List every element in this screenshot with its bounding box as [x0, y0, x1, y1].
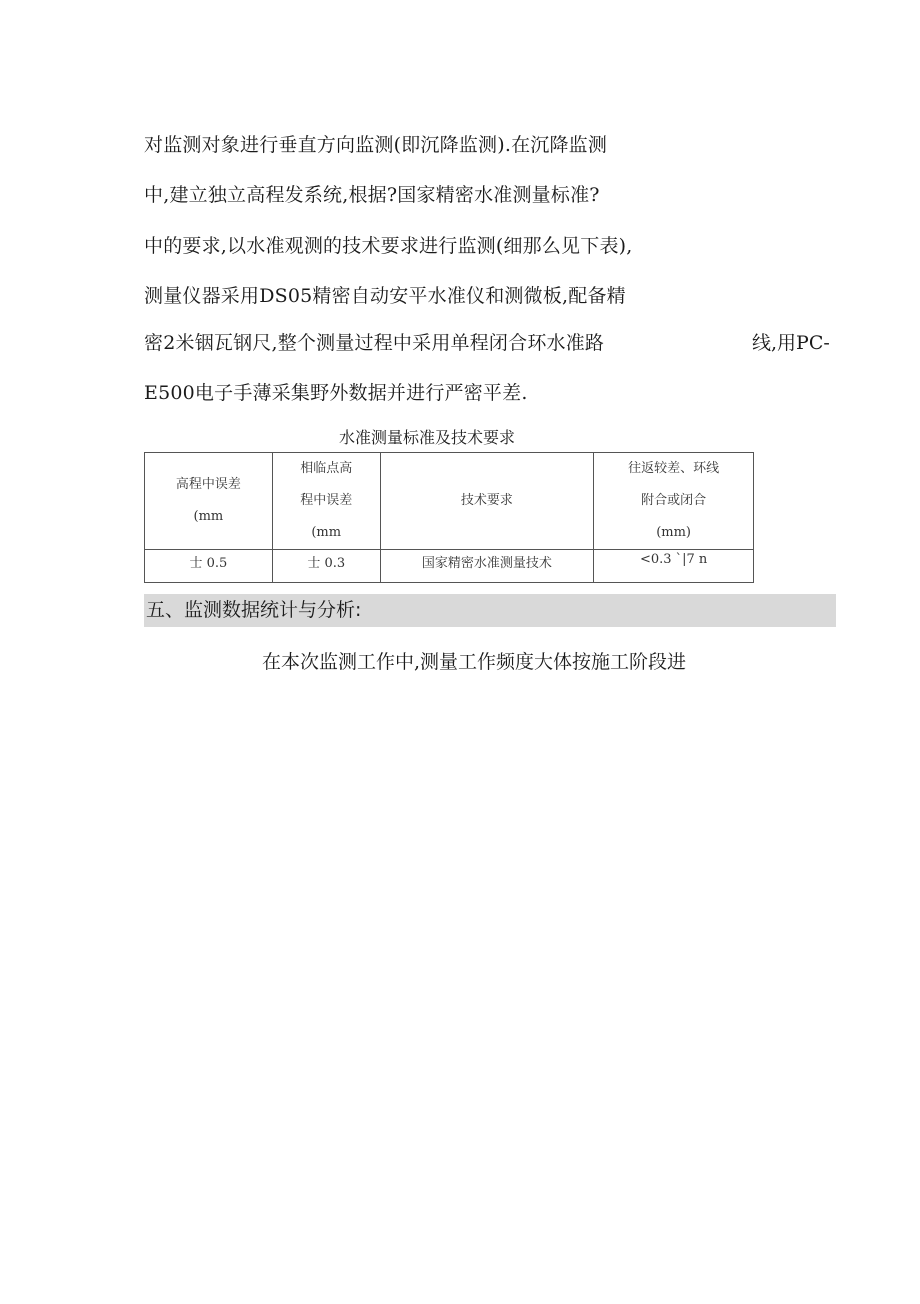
header-elevation-error-line-1: 高程中误差: [175, 477, 241, 492]
leveling-spec-table: [144, 452, 754, 583]
next-paragraph-line-1: 在本次监测工作中,测量工作频度大体按施工阶段进: [262, 651, 687, 673]
paragraph-line-4: 测量仪器采用DS05精密自动安平水准仪和测微板,配备精: [144, 285, 626, 307]
section-heading: 五、监测数据统计与分析:: [146, 599, 362, 621]
cell-elevation-error: 士 0.5: [145, 550, 273, 583]
table-header-row: [145, 453, 754, 550]
table-caption-text: 水准测量标准及技术要求: [338, 428, 515, 447]
cell-adjacent-point-error: 士 0.3: [272, 550, 380, 583]
header-adjacent-point-error-line-1: 相临点高: [300, 461, 353, 476]
table-caption: [144, 428, 754, 448]
cell-closure-difference: <0.3 `|7 n: [594, 550, 754, 583]
header-closure-difference-line-3: (mm): [656, 525, 692, 540]
paragraph-line-3: 中的要求,以水准观测的技术要求进行监测(细那么见下表),: [144, 235, 633, 257]
header-adjacent-point-error-line-3: (mm: [311, 525, 342, 540]
header-elevation-error-line-2: (mm: [193, 509, 224, 524]
cell-technical-requirements: 国家精密水准测量技术: [380, 550, 594, 583]
header-adjacent-point-error-line-2: 程中误差: [300, 493, 353, 508]
header-technical-requirements: [380, 453, 594, 550]
paragraph-line-6: E500电子手薄采集野外数据并进行严密平差.: [144, 382, 528, 404]
header-closure-difference-line-2: 附合或闭合: [641, 493, 707, 508]
header-elevation-error: [145, 453, 273, 550]
header-closure-difference-line-1: 往返较差、环线: [628, 461, 720, 476]
paragraph-line-2: 中,建立独立高程发系统,根据?国家精密水准测量标准?: [144, 184, 600, 206]
paragraph-line-5: 密2米铟瓦钢尺,整个测量过程中采用单程闭合环水准路: [144, 332, 605, 354]
paragraph-line-1: 对监测对象进行垂直方向监测(即沉降监测).在沉降监测: [144, 134, 608, 156]
header-adjacent-point-error: [272, 453, 380, 550]
table-row: [145, 550, 754, 583]
header-closure-difference: [594, 453, 754, 550]
header-technical-requirements-text: 技术要求: [460, 493, 513, 508]
paragraph-line-5-tail: 线,用PC-: [752, 332, 830, 354]
